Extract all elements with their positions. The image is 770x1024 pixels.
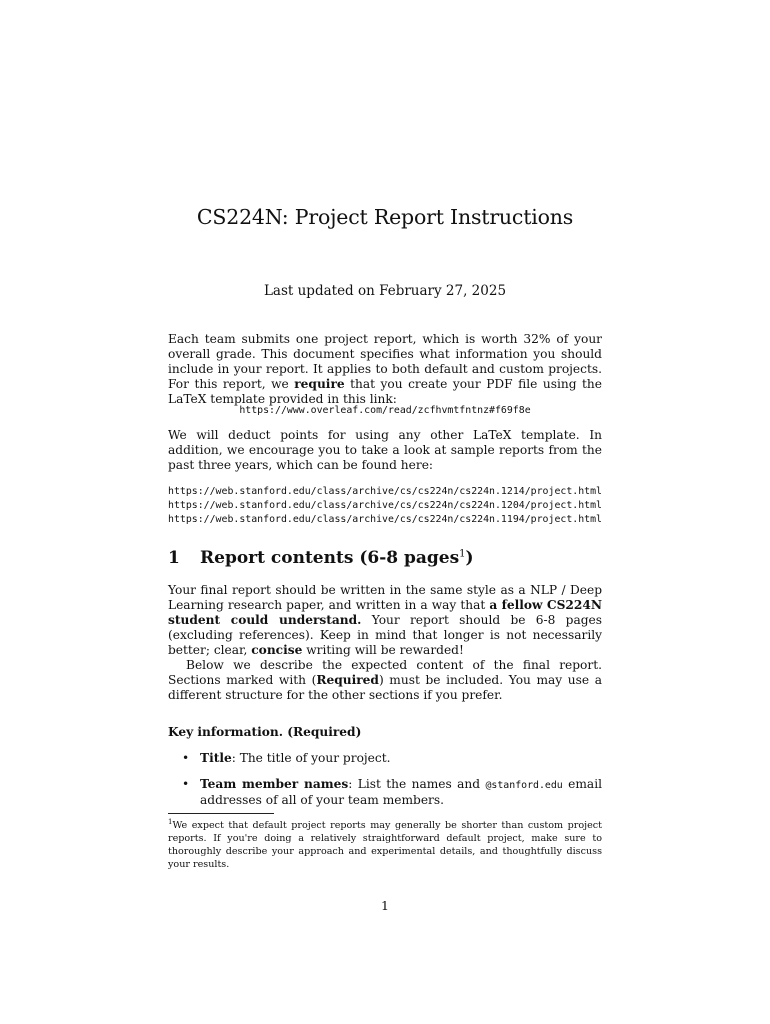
last-updated-date: Last updated on February 27, 2025 xyxy=(263,283,507,299)
template-link[interactable]: https://www.overleaf.com/read/zcfhvmtfntnz#f69f8e xyxy=(239,405,531,416)
sample-report-links xyxy=(168,485,602,527)
intro-paragraph xyxy=(168,332,602,407)
sample-report-link[interactable]: https://web.stanford.edu/class/archive/cs/cs224n/cs224n.1194/project.html xyxy=(168,514,603,525)
section-paragraph: Your final report should be written in the same style as a NLP / Deep Learning research paper, and written in a way that a fellow CS224N student could understand. Your report should be 6-8 pages (excluding references). Keep in mind that longer is not necessarily better; clear, concise writing will be rewarded! xyxy=(168,583,602,657)
list-item: • Team member names: List the names and @stanford.edu email addresses of all of your team members. xyxy=(182,777,602,807)
section-title: Report contents (6-8 pages xyxy=(200,548,460,568)
footnote-marker: 1 xyxy=(459,548,466,560)
section-body xyxy=(168,583,602,703)
footnote: $^1$We expect that default project reports may generally be shorter than custom project reports. If you're doing a relatively straightforward default project, make sure to thoroughly describe your approach and experimental details, and thoughtfully discuss your results. xyxy=(168,818,602,871)
list-item: • Title: The title of your project. xyxy=(182,751,391,765)
bullet-icon: • xyxy=(182,777,190,791)
bullet-icon: • xyxy=(182,751,190,765)
section-paragraph: Below we describe the expected content of the final report. Sections marked with (Required) must be included. You may use a different structure for the other sections if you prefer. xyxy=(168,658,602,702)
document-title: CS224N: Project Report Instructions xyxy=(196,205,574,229)
sample-report-link[interactable]: https://web.stanford.edu/class/archive/cs/cs224n/cs224n.1204/project.html xyxy=(168,500,603,511)
intro-text: Each team submits one project report, which is worth 32% of your overall grade. This document specifies what information you should include in your report. It applies to both default and custom projects. For this report, we require that you create your PDF file using the LaTeX template provided in this link: xyxy=(168,332,602,406)
footnote-mark: 1 xyxy=(168,818,173,826)
sample-report-link[interactable]: https://web.stanford.edu/class/archive/cs/cs224n/cs224n.1214/project.html xyxy=(168,486,603,497)
section-heading: 1 Report contents (6-8 pages$^1$) xyxy=(168,548,474,568)
section-number: 1 xyxy=(168,548,180,568)
footnote-rule xyxy=(168,813,274,814)
key-info-heading: Key information. (Required) xyxy=(168,725,362,739)
sample-reports-paragraph: We will deduct points for using any other LaTeX template. In addition, we encourage you to take a look at sample reports from the past three years, which can be found here: xyxy=(168,428,602,472)
key-info-list xyxy=(168,751,602,808)
page-number: 1 xyxy=(381,898,389,913)
